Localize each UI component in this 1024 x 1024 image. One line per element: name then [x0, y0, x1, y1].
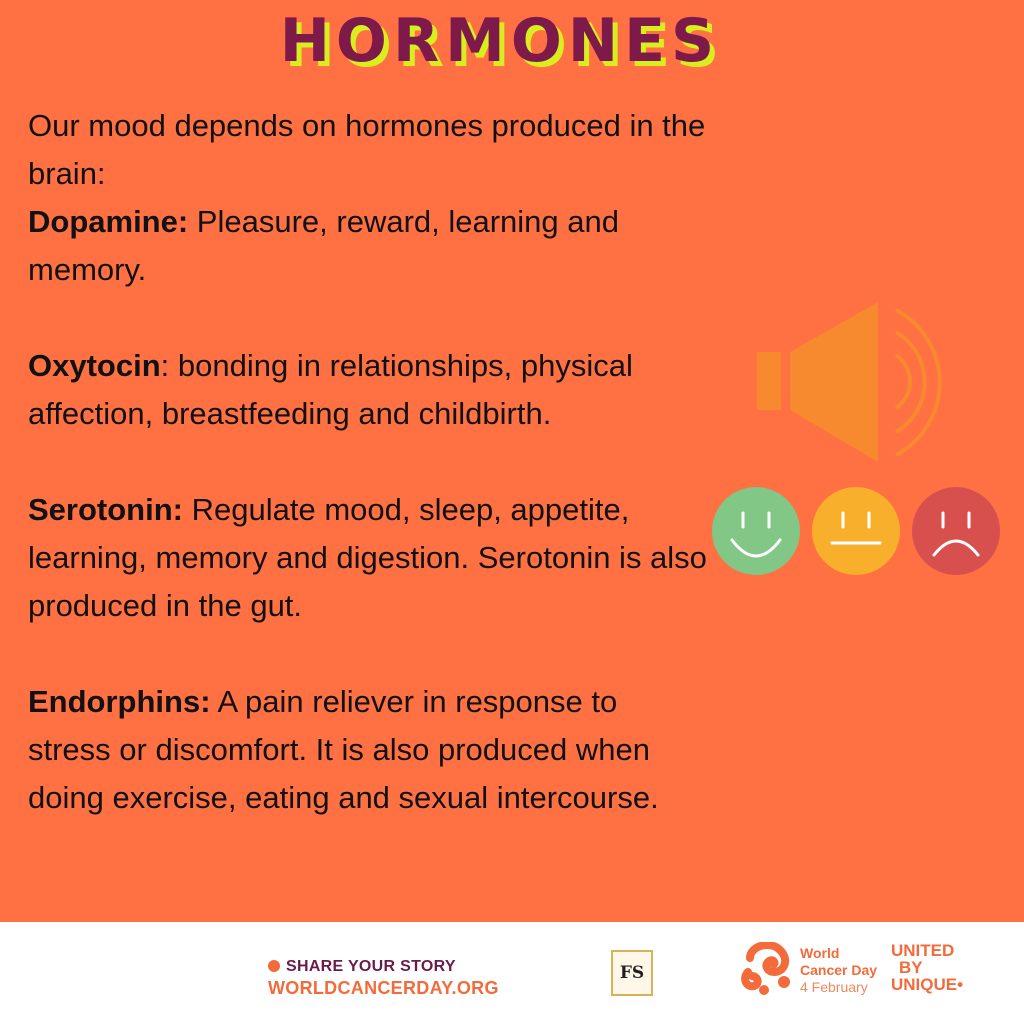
website-link[interactable]: WORLDCANCERDAY.ORG	[268, 978, 499, 998]
united-line-1: UNITED	[891, 941, 955, 960]
hormone-description: Pleasure, reward, learning and memory.	[28, 204, 619, 287]
share-your-story	[268, 958, 456, 976]
speaker-icon	[750, 300, 960, 465]
wcd-line-2: Cancer Day	[800, 962, 878, 978]
hormone-endorphins	[28, 678, 708, 822]
sad-face-icon	[912, 487, 1000, 575]
body-text	[28, 102, 708, 822]
united-by-unique-logo	[891, 942, 963, 993]
hormone-name: Dopamine:	[28, 204, 189, 239]
hormone-name: Serotonin:	[28, 492, 183, 527]
united-line-2: BY	[899, 958, 923, 977]
hormone-name: Oxytocin	[28, 348, 161, 383]
united-line-3: UNIQUE•	[891, 975, 964, 994]
intro-text: Our mood depends on hormones produced in the brain:	[28, 108, 706, 191]
hormone-dopamine	[28, 198, 708, 294]
bullet-dot-icon	[268, 960, 280, 972]
page-title: HORMONES	[279, 6, 721, 76]
hormone-description: Regulate mood, sleep, appetite, learning, memory and digestion. Serotonin is also produced in the gut.	[28, 492, 707, 623]
hormone-description: : bonding in relationships, physical affection, breastfeeding and childbirth.	[28, 348, 633, 431]
hormone-oxytocin	[28, 342, 708, 438]
happy-face-icon	[712, 487, 800, 575]
fs-logo	[611, 950, 653, 996]
world-cancer-day-logo-icon	[740, 942, 796, 998]
hormone-serotonin	[28, 486, 708, 630]
neutral-face-icon	[812, 487, 900, 575]
world-cancer-day-text	[800, 945, 877, 996]
wcd-date: 4 February	[800, 979, 868, 995]
hormone-name: Endorphins:	[28, 684, 211, 719]
share-label: SHARE YOUR STORY	[286, 958, 456, 975]
fs-logo-text: FS	[619, 963, 645, 983]
hormone-description: A pain reliever in response to stress or discomfort. It is also produced when doing exercise, eating and sexual intercourse.	[28, 684, 659, 815]
wcd-line-1: World	[800, 945, 840, 961]
